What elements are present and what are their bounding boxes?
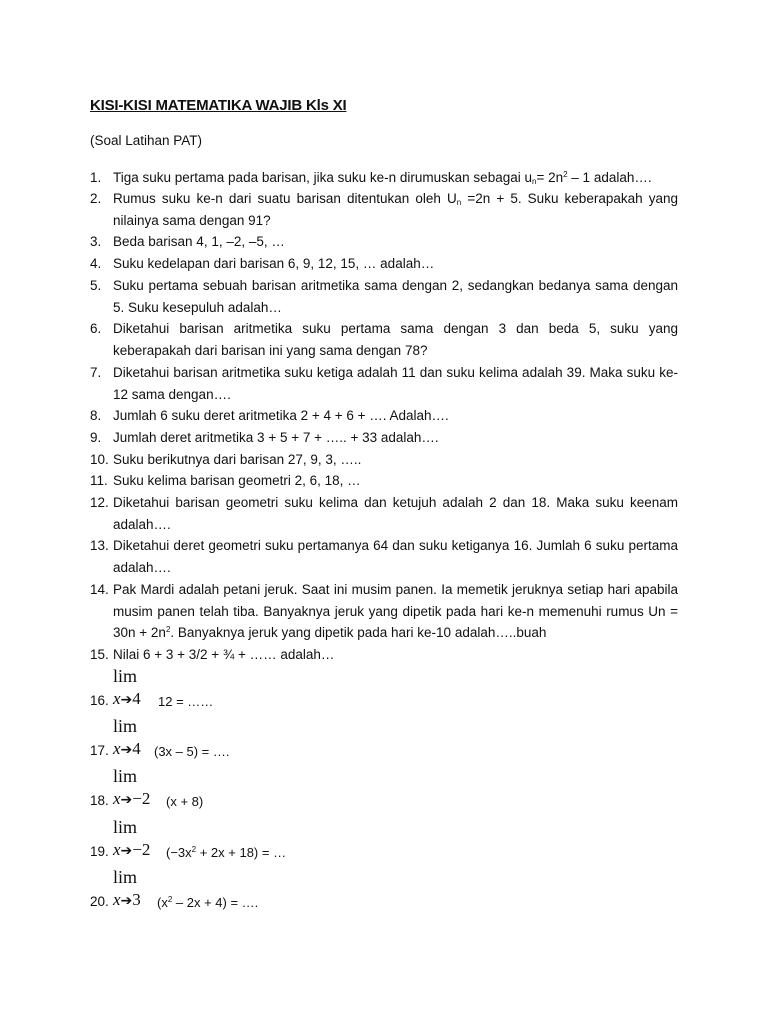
question-number: 18. — [90, 793, 109, 808]
lim-operator: lim — [113, 716, 138, 736]
limit-subscript: x➔4 — [113, 689, 141, 708]
document-title: KISI-KISI MATEMATIKA WAJIB Kls XI — [90, 97, 347, 114]
question-text: Tiga suku pertama pada barisan, jika suku ke-n dirumuskan sebagai $u_n= 2n^2 - 1$ adalah…. — [113, 170, 652, 186]
question-item — [90, 579, 678, 644]
question-item — [90, 362, 678, 405]
limit-subscript: x➔3 — [113, 890, 141, 909]
question-item — [90, 427, 678, 449]
question-number: 12. — [90, 495, 109, 510]
question-number: 9. — [90, 430, 102, 445]
question-number: 13. — [90, 538, 109, 553]
question-item — [90, 449, 678, 471]
question-number: 19. — [90, 844, 109, 859]
question-text: Jumlah deret aritmetika 3 + 5 + 7 + ….. + 33 adalah…. — [113, 430, 439, 445]
arrow-icon: ➔ — [120, 792, 133, 808]
question-text: Diketahui deret geometri suku pertamanya 64 dan suku ketiganya 16. Jumlah 6 suku pertama adalah…. — [113, 538, 678, 575]
question-number: 2. — [90, 191, 102, 206]
question-item — [90, 535, 678, 578]
question-item — [90, 492, 678, 535]
question-text: Suku kelima barisan geometri 2, 6, 18, … — [113, 473, 361, 488]
question-number: 3. — [90, 234, 102, 249]
question-number: 1. — [90, 170, 102, 185]
question-number: 17. — [90, 743, 109, 758]
question-item — [90, 253, 678, 275]
question-item — [90, 231, 678, 253]
question-text: Diketahui barisan aritmetika suku pertama sama dengan 3 dan beda 5, suku yang keberapakah dari barisan ini yang sama dengan 78? — [113, 321, 678, 358]
question-number: 10. — [90, 452, 109, 467]
lim-operator: lim — [113, 867, 138, 887]
arrow-icon: ➔ — [120, 893, 133, 909]
limit-expression: (x + 8) — [166, 794, 204, 809]
question-number: 8. — [90, 408, 102, 423]
question-item — [90, 644, 678, 666]
question-text: Pak Mardi adalah petani jeruk. Saat ini musim panen. Ia memetik jeruknya setiap hari apabila musim panen telah tiba. Banyaknya jeruk yang dipetik pada hari ke-n memenuhi rumus $Un = 30n + 2n^2$. Banyaknya jeruk yang dipetik pada hari ke-10 adalah…..buah — [113, 582, 678, 641]
question-number: 16. — [90, 693, 109, 708]
limit-subscript: x➔4 — [113, 739, 141, 758]
question-item — [90, 167, 678, 189]
question-item — [90, 275, 678, 318]
limit-expression: 12 = …… — [158, 694, 214, 709]
question-number: 6. — [90, 321, 102, 336]
question-item — [90, 188, 678, 231]
question-number: 4. — [90, 256, 102, 271]
question-text: Suku pertama sebuah barisan aritmetika sama dengan 2, sedangkan bedanya sama dengan 5. Suku kesepuluh adalah… — [113, 278, 678, 315]
question-text: Beda barisan 4, 1, –2, –5, … — [113, 234, 285, 249]
question-text: Diketahui barisan geometri suku kelima dan ketujuh adalah 2 dan 18. Maka suku keenam adalah…. — [113, 495, 678, 532]
question-text: Suku berikutnya dari barisan 27, 9, 3, ….. — [113, 452, 362, 467]
question-text: Rumus suku ke-n dari suatu barisan ditentukan oleh $U_n =2n + 5$. Suku keberapakah yang nilainya sama dengan 91? — [113, 191, 678, 228]
document-subtitle: (Soal Latihan PAT) — [90, 133, 203, 148]
question-number: 20. — [90, 894, 109, 909]
question-item — [90, 405, 678, 427]
lim-operator: lim — [113, 817, 138, 837]
question-item — [90, 318, 678, 361]
lim-operator: lim — [113, 766, 138, 786]
question-item — [90, 470, 678, 492]
arrow-icon: ➔ — [120, 692, 133, 708]
lim-operator: lim — [113, 666, 138, 686]
arrow-icon: ➔ — [120, 742, 133, 758]
limit-subscript: x➔−2 — [113, 789, 151, 808]
question-text: Nilai 6 + 3 + 3/2 + ¾ + …… adalah… — [113, 647, 335, 662]
question-number: 15. — [90, 647, 109, 662]
arrow-icon: ➔ — [120, 843, 133, 859]
question-text: Suku kedelapan dari barisan 6, 9, 12, 15, … adalah… — [113, 256, 435, 271]
question-number: 11. — [90, 473, 108, 488]
question-number: 5. — [90, 278, 102, 293]
question-text: Jumlah 6 suku deret aritmetika 2 + 4 + 6 + …. Adalah…. — [113, 408, 449, 423]
question-number: 14. — [90, 582, 109, 597]
question-text: Diketahui barisan aritmetika suku ketiga adalah 11 dan suku kelima adalah 39. Maka suku ke-12 sama dengan…. — [113, 365, 678, 402]
limit-expression: (3x – 5) = …. — [154, 744, 230, 759]
limit-expression: $(x^2 - 2x + 4)$ = …. — [157, 895, 259, 910]
question-number: 7. — [90, 365, 102, 380]
limit-subscript: x➔−2 — [113, 840, 151, 859]
limit-expression: $(-3x^2 + 2x + 18)$ = … — [166, 845, 287, 860]
